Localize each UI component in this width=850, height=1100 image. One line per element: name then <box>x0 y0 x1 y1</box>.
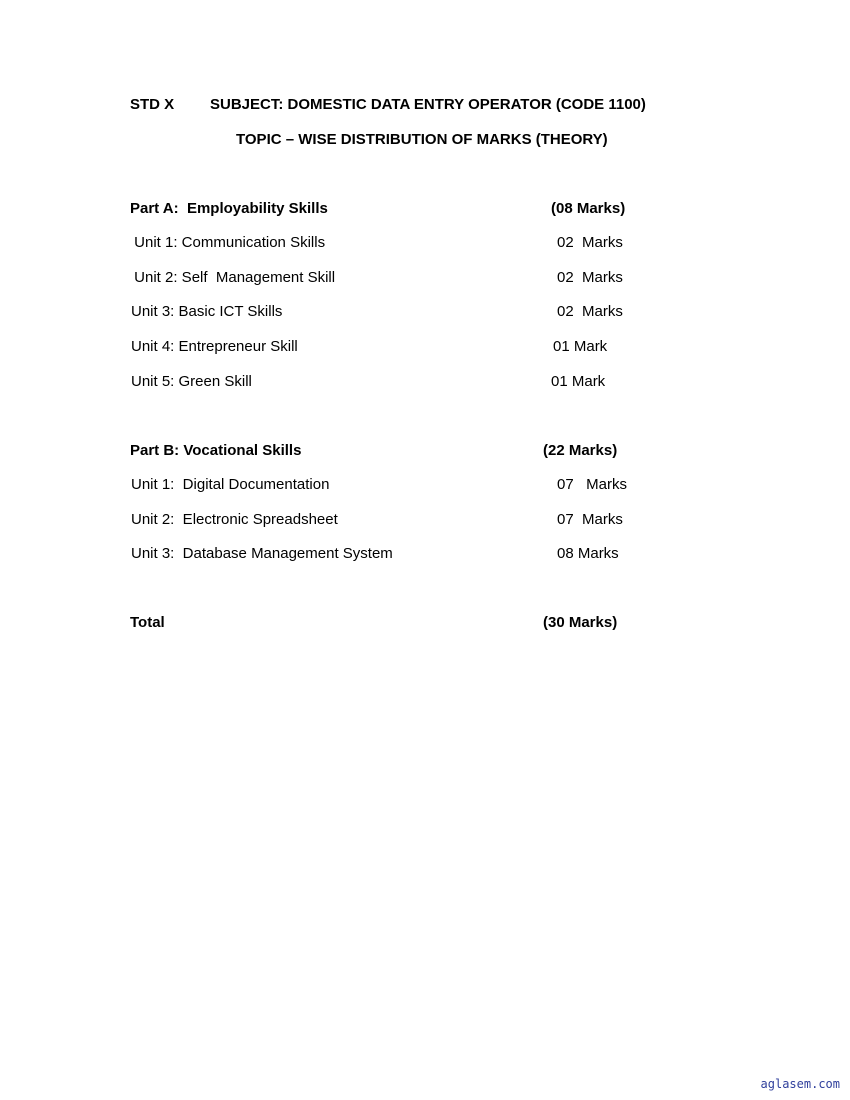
part-b-marks: (22 Marks) <box>543 442 618 459</box>
part-a-marks: (08 Marks) <box>551 200 626 217</box>
part-a-unit-1-label: Unit 1: Communication Skills <box>130 234 326 251</box>
part-b-unit-1-label: Unit 1: Digital Documentation <box>131 476 330 493</box>
part-a-unit-3-marks: 02 Marks <box>557 303 623 320</box>
part-b-unit-3-label: Unit 3: Database Management System <box>131 545 393 562</box>
part-a-unit-4-label: Unit 4: Entrepreneur Skill <box>131 338 298 355</box>
part-a-title: Part A: Employability Skills <box>130 200 328 217</box>
total-label: Total <box>130 614 165 631</box>
part-a-unit-2-label: Unit 2: Self Management Skill <box>130 269 336 286</box>
part-a-unit-2-marks: 02 Marks <box>557 269 623 286</box>
part-b-title: Part B: Vocational Skills <box>130 442 302 459</box>
total-marks: (30 Marks) <box>543 614 618 631</box>
part-b-unit-2-marks: 07 Marks <box>557 511 623 528</box>
part-a-unit-3-label: Unit 3: Basic ICT Skills <box>131 303 283 320</box>
part-b-unit-3-marks: 08 Marks <box>557 545 619 562</box>
part-a-unit-1-marks: 02 Marks <box>557 234 623 251</box>
part-a-unit-5-label: Unit 5: Green Skill <box>131 373 252 390</box>
part-b-unit-1-marks: 07 Marks <box>557 476 628 493</box>
part-b-unit-2-label: Unit 2: Electronic Spreadsheet <box>131 511 338 528</box>
part-a-unit-5-marks: 01 Mark <box>551 373 606 390</box>
watermark: aglasem.com <box>760 1077 840 1091</box>
part-a-unit-4-marks: 01 Mark <box>553 338 608 355</box>
topic-title: TOPIC – WISE DISTRIBUTION OF MARKS (THEORY) <box>236 131 608 148</box>
subject-title: SUBJECT: DOMESTIC DATA ENTRY OPERATOR (CODE 1100) <box>210 96 646 113</box>
std-label: STD X <box>130 96 175 113</box>
